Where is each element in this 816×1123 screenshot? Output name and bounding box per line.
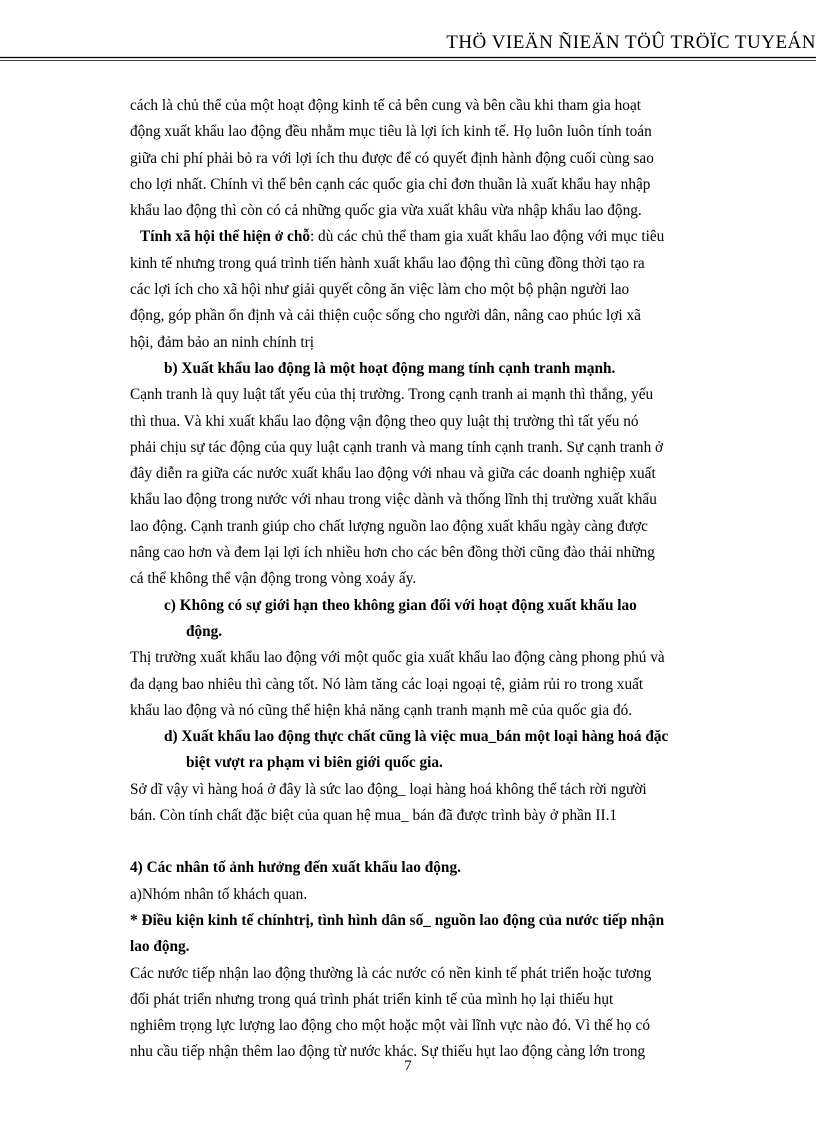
star-heading-cont: lao động. (130, 938, 190, 956)
heading-d-cont: biệt vượt ra phạm vi biên giới quốc gia. (186, 754, 443, 772)
heading-c-cont: động. (186, 622, 223, 640)
text-line: phải chịu sự tác động của quy luật cạnh tranh và mang tính cạnh tranh. Sự cạnh tranh ở (130, 438, 664, 456)
document-body (130, 93, 719, 1066)
spacer (130, 829, 719, 855)
text-line: Sở dĩ vậy vì hàng hoá ở đây là sức lao động_ loại hàng hoá không thể tách rời người (130, 780, 647, 798)
text-line: động xuất khẩu lao động đều nhằm mục tiêu là lợi ích kinh tế. Họ luôn luôn tính toán (130, 123, 652, 141)
text-line: giữa chi phí phải bỏ ra với lợi ích thu được để có quyết định hành động cuối cùng sao (130, 149, 654, 167)
text-line: nhu cầu tiếp nhận thêm lao động từ nước khác. Sự thiếu hụt lao động càng lớn trong (130, 1043, 646, 1061)
text-line: đa dạng bao nhiêu thì càng tốt. Nó làm tăng các loại ngoại tệ, giảm rủi ro trong xuất (130, 675, 644, 693)
text-line: cách là chủ thể của một hoạt động kinh tế cả bên cung và bên cầu khi tham gia hoạt (130, 97, 641, 114)
section-heading-4: 4) Các nhân tố ảnh hưởng đến xuất khẩu lao động. (130, 859, 461, 877)
text-line: khẩu lao động trong nước với nhau trong việc dành và thống lĩnh thị trường xuất khẩu (130, 491, 657, 509)
text-line: lao động. Cạnh tranh giúp cho chất lượng nguồn lao động xuất khẩu ngày càng được (130, 517, 648, 535)
text-line: đối phát triển nhưng trong quá trình phát triển kinh tế của mình họ lại thiếu hụt (130, 990, 614, 1008)
star-heading: * Điều kiện kinh tế chínhtrị, tình hình dân số_ nguồn lao động của nước tiếp nhận (130, 911, 665, 929)
subheading-a: a)Nhóm nhân tố khách quan. (130, 885, 308, 903)
text-line: Các nước tiếp nhận lao động thường là các nước có nền kinh tế phát triển hoặc tương (130, 964, 652, 982)
text-line: đây diễn ra giữa các nước xuất khẩu lao động với nhau và giữa các doanh nghiệp xuất (130, 465, 656, 483)
social-paragraph-first-line (130, 224, 719, 250)
text-line: thì thua. Và khi xuất khẩu lao động vận động theo quy luật thị trường thì tất yếu nó (130, 412, 639, 430)
text-line: Thị trường xuất khẩu lao động với một quốc gia xuất khẩu lao động càng phong phú và (130, 649, 665, 667)
header-title: THÖ VIEÄN ÑIEÄN TÖÛ TRÖÏC TUYEÁN (446, 32, 816, 53)
text-line: bán. Còn tính chất đặc biệt của quan hệ mua_ bán đã được trình bày ở phần II.1 (130, 807, 618, 825)
social-lead-bold: Tính xã hội thể hiện ở chỗ (140, 228, 310, 246)
heading-c: c) Không có sự giới hạn theo không gian đối với hoạt động xuất khẩu lao (164, 596, 637, 614)
text-line: cho lợi nhất. Chính vì thế bên cạnh các quốc gia chỉ đơn thuần là xuất khẩu hay nhập (130, 175, 651, 193)
social-lead-text: : dù các chủ thể tham gia xuất khẩu lao động với mục tiêu (309, 228, 665, 246)
text-line: các lợi ích cho xã hội như giải quyết công ăn việc làm cho một bộ phận người lao (130, 281, 630, 299)
heading-b: b) Xuất khẩu lao động là một hoạt động mang tính cạnh tranh mạnh. (164, 359, 616, 377)
text-line: nghiêm trọng lực lượng lao động cho một hoặc một vài lĩnh vực nào đó. Vì thế họ có (130, 1017, 650, 1035)
text-line: cá thể không thể vận động trong vòng xoáy ấy. (130, 570, 417, 588)
text-line: hội, đảm bảo an ninh chính trị (130, 333, 314, 351)
text-line: động, góp phần ổn định và cải thiện cuộc sống cho người dân, nâng cao phúc lợi xã (130, 307, 641, 325)
page-number: 7 (404, 1058, 412, 1074)
text-line: khẩu lao động thì còn có cả những quốc gia vừa xuất khâu vừa nhập khẩu lao động. (130, 202, 642, 220)
text-line: khẩu lao động và nó cũng thể hiện khả năng cạnh tranh mạnh mẽ của quốc gia đó. (130, 701, 633, 719)
heading-d: d) Xuất khẩu lao động thực chất cũng là việc mua_bán một loại hàng hoá đặc (164, 728, 669, 746)
text-line: kinh tế nhưng trong quá trình tiến hành xuất khẩu lao động thì cũng đồng thời tạo ra (130, 254, 645, 272)
text-line: Cạnh tranh là quy luật tất yếu của thị trường. Trong cạnh tranh ai mạnh thì thắng, yếu (130, 386, 654, 404)
text-line: nâng cao hơn và đem lại lợi ích nhiều hơn cho các bên đồng thời cũng đào thải những (130, 544, 655, 562)
